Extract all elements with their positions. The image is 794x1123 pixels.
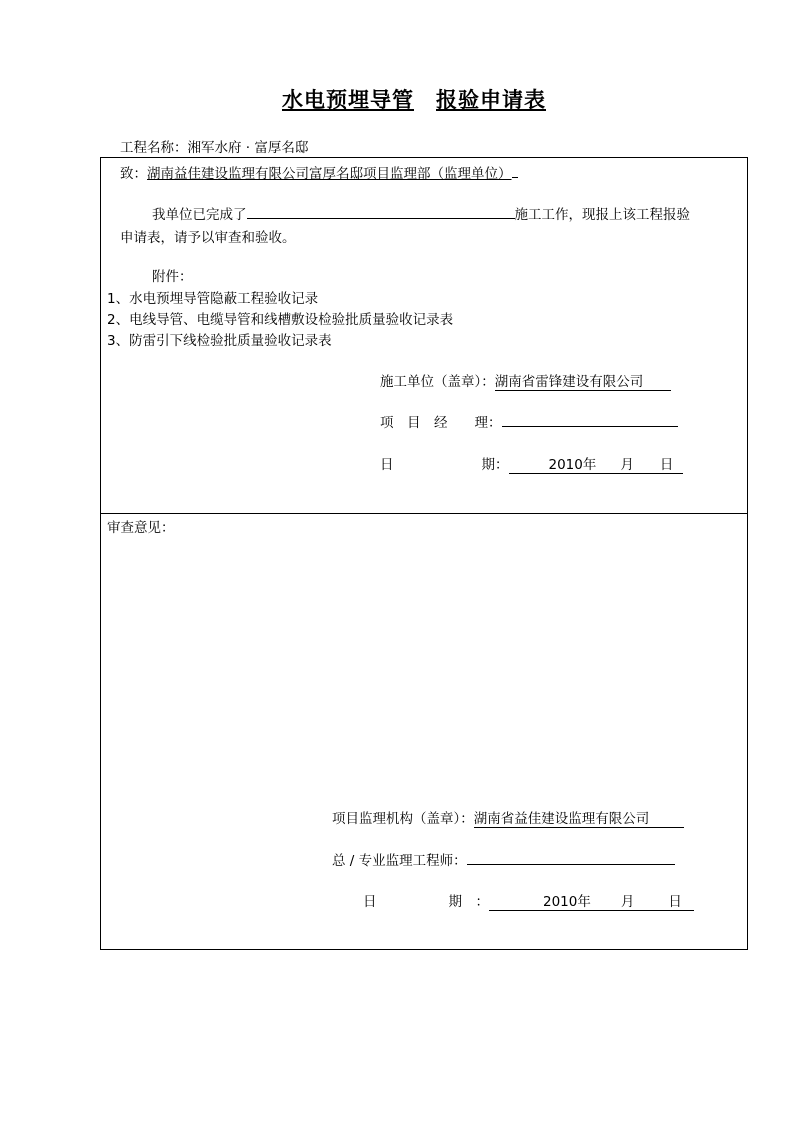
supervision-engineer-label: 总 / 专业监理工程师： [332,853,467,869]
attachment-item: 3、防雷引下线检验批质量验收记录表 [107,333,332,349]
project-manager-label: 项 目 经 理： [380,415,502,431]
project-name-line [120,136,308,156]
contractor-line [380,370,671,391]
supervision-org-value: 湖南省益佳建设监理有限公司 [474,807,684,828]
addressee-line [120,162,518,182]
title-part-1: 水电预埋导管 [282,88,414,112]
review-date-year-unit: 年 [577,894,591,910]
attachment-item: 2、电线导管、电缆导管和线槽敷设检验批质量验收记录表 [107,312,454,328]
supervision-engineer-field[interactable] [467,850,675,865]
date-year: 2010 [548,457,583,473]
project-manager-field[interactable] [502,412,678,427]
supervision-org-label: 项目监理机构（盖章）： [332,811,474,827]
date-label-a: 日 [380,457,394,473]
contractor-date-field[interactable] [509,453,683,474]
review-opinion-label: 审查意见： [107,520,175,536]
contractor-label: 施工单位（盖章）： [380,374,495,390]
body-line-1-start: 我单位已完成了 [152,207,247,223]
section-divider [100,513,748,514]
body-line-2: 申请表，请予以审查和验收。 [120,230,296,246]
date-label-b: 期： [481,457,509,473]
project-manager-line [380,411,678,431]
review-date-line [363,890,694,911]
addressee-prefix: 致： [120,166,147,182]
review-date-day-unit: 日 [668,894,682,910]
attachments-heading: 附件： [152,269,193,285]
title-part-2: 报验申请表 [436,88,546,112]
date-day-unit: 日 [659,457,674,473]
body-line-1 [152,203,690,223]
project-label: 工程名称： [120,140,188,156]
supervision-engineer-line [332,849,675,869]
review-date-label-a: 日 [363,894,377,910]
supervision-org-line [332,807,684,828]
work-name-field[interactable] [247,204,515,219]
date-month-unit: 月 [620,457,634,473]
review-date-field[interactable] [489,890,694,911]
addressee-underline [512,163,518,178]
review-date-month-unit: 月 [620,894,635,910]
contractor-date-line [380,453,683,474]
addressee-name: 湖南益佳建设监理有限公司富厚名邸项目监理部（监理单位） [147,166,512,182]
form-table [100,157,748,950]
review-date-label-b: 期 ： [448,894,489,910]
attachment-item: 1、水电预埋导管隐蔽工程验收记录 [107,291,319,307]
review-date-year: 2010 [543,894,578,910]
project-name: 湘军水府 · 富厚名邸 [187,140,309,156]
page-title [282,84,546,114]
date-year-unit: 年 [582,457,597,473]
body-line-1-end: 施工工作，现报上该工程报验 [514,207,690,223]
contractor-value: 湖南省雷锋建设有限公司 [495,370,671,391]
